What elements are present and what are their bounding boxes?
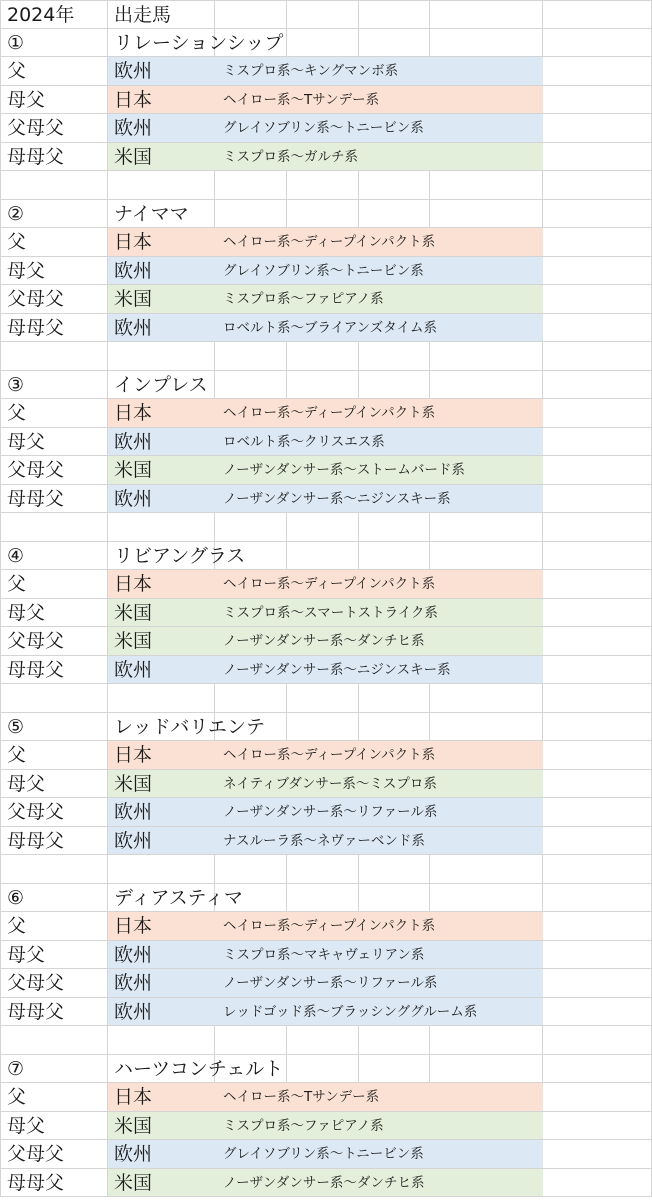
year-label: 2024年 [7,4,75,26]
horse-title-row [0,200,652,229]
cell[interactable] [287,1026,359,1055]
header-row [0,0,652,29]
cell[interactable] [543,998,652,1027]
cell[interactable] [0,86,108,115]
pedigree-row [0,456,652,485]
sire-line: ミスプロ系〜ファピアノ系 [223,1117,384,1134]
pedigree-role: 母母父 [7,1171,65,1194]
pedigree-row [0,143,652,172]
sire-line: ロベルト系〜クリスエス系 [223,433,385,450]
sire-line: ヘイロー系〜ディープインパクト系 [223,576,436,592]
pedigree-row [0,827,652,856]
cell[interactable] [543,884,652,913]
cell[interactable] [543,285,652,314]
cell[interactable] [543,827,652,856]
cell[interactable] [215,200,287,229]
sire-line: ヘイロー系〜ディープインパクト系 [223,918,436,934]
cell[interactable] [359,542,430,571]
cell[interactable] [0,342,108,371]
cell[interactable] [0,912,108,941]
sire-line: ミスプロ系〜ファピアノ系 [223,291,384,307]
cell[interactable] [430,1055,543,1084]
pedigree-role: 父 [7,60,27,82]
sire-line: ミスプロ系〜マキャヴェリアン系 [223,946,425,963]
cell[interactable] [543,1026,652,1055]
cell[interactable] [430,29,543,58]
pedigree-row [0,1083,652,1112]
pedigree-region: 米国 [114,288,153,310]
sire-line: グレイソブリン系〜トニービン系 [223,1146,424,1162]
cell[interactable] [430,342,543,371]
cell[interactable] [215,171,287,200]
blank-row [0,855,652,884]
cell[interactable] [0,570,108,599]
pedigree-region: 米国 [114,601,153,624]
cell[interactable] [359,200,430,229]
cell[interactable] [430,884,543,913]
cell[interactable] [543,1055,652,1084]
pedigree-role: 母母父 [7,316,65,339]
cell[interactable] [0,1169,108,1198]
cell[interactable] [0,228,108,257]
pedigree-row [0,599,652,628]
pedigree-region: 日本 [114,88,153,111]
cell[interactable] [287,542,359,571]
horse-title-row [0,713,652,742]
cell[interactable] [543,684,652,713]
horse-number: ⑤ [7,715,25,738]
pedigree-row [0,770,652,799]
cell[interactable] [215,371,287,400]
cell[interactable] [287,0,359,29]
pedigree-row [0,314,652,343]
cell[interactable] [0,285,108,314]
pedigree-region: 欧州 [114,1143,153,1165]
horse-name: リレーションシップ [114,31,284,54]
pedigree-region: 欧州 [114,801,153,823]
cell[interactable] [543,200,652,229]
horse-number: ② [7,202,25,225]
pedigree-region: 欧州 [114,487,153,510]
pedigree-region: 日本 [114,573,153,595]
pedigree-role: 母父 [7,88,46,111]
pedigree-region: 日本 [114,231,153,253]
cell[interactable] [0,1026,108,1055]
cell[interactable] [359,342,430,371]
cell[interactable] [0,371,108,400]
pedigree-row [0,1112,652,1141]
horse-title-row [0,542,652,571]
pedigree-region: 欧州 [114,943,153,966]
cell[interactable] [543,1112,652,1141]
pedigree-role: 父母父 [7,801,65,823]
cell[interactable] [430,0,543,29]
sire-line: レッドゴッド系〜ブラッシンググルーム系 [223,1003,478,1020]
horse-number: ③ [7,373,25,396]
cell[interactable] [287,200,359,229]
pedigree-row [0,428,652,457]
horse-title-row [0,371,652,400]
cell[interactable] [359,513,430,542]
cell[interactable] [0,741,108,770]
cell[interactable] [0,1083,108,1112]
cell[interactable] [543,0,652,29]
cell[interactable] [359,713,430,742]
cell[interactable] [287,855,359,884]
cell[interactable] [359,684,430,713]
pedigree-role: 母母父 [7,829,65,852]
pedigree-role: 母母父 [7,658,65,681]
cell[interactable] [543,57,652,86]
cell[interactable] [543,713,652,742]
cell[interactable] [0,656,108,685]
cell[interactable] [543,342,652,371]
sire-line: ヘイロー系〜Tサンデー系 [223,91,380,108]
pedigree-region: 米国 [114,1114,153,1137]
sire-line: ノーザンダンサー系〜ニジンスキー系 [223,490,451,507]
pedigree-region: 米国 [114,630,153,652]
cell[interactable] [0,941,108,970]
pedigree-role: 父 [7,1086,27,1108]
pedigree-role: 父 [7,402,27,424]
horse-name: ディアスティマ [114,886,243,909]
cell[interactable] [543,912,652,941]
sire-line: ノーザンダンサー系〜ダンチヒ系 [223,1174,425,1191]
cell[interactable] [359,1026,430,1055]
horse-number: ⑥ [7,886,25,909]
pedigree-row [0,114,652,143]
pedigree-region: 日本 [114,915,153,937]
cell[interactable] [543,114,652,143]
pedigree-row [0,257,652,286]
cell[interactable] [543,513,652,542]
cell[interactable] [108,0,215,29]
horse-number: ④ [7,544,25,567]
cell[interactable] [430,684,543,713]
cell[interactable] [359,0,430,29]
cell[interactable] [108,855,215,884]
cell[interactable] [287,513,359,542]
pedigree-region: 日本 [114,402,153,424]
cell[interactable] [0,57,108,86]
pedigree-row [0,285,652,314]
pedigree-row [0,627,652,656]
cell[interactable] [543,741,652,770]
horse-title-row [0,29,652,58]
pedigree-role: 父 [7,573,27,595]
pedigree-row [0,941,652,970]
cell[interactable] [0,884,108,913]
horse-name: リビアングラス [114,544,246,567]
cell[interactable] [359,171,430,200]
cell[interactable] [108,171,215,200]
pedigree-role: 母父 [7,430,46,453]
cell[interactable] [0,428,108,457]
pedigree-role: 父 [7,915,27,937]
sire-line: ヘイロー系〜ディープインパクト系 [223,234,436,250]
cell[interactable] [543,627,652,656]
pedigree-row [0,1169,652,1198]
pedigree-row [0,656,652,685]
cell[interactable] [543,371,652,400]
cell[interactable] [543,770,652,799]
blank-row [0,513,652,542]
cell[interactable] [0,485,108,514]
pedigree-region: 欧州 [114,316,153,339]
cell[interactable] [543,656,652,685]
cell[interactable] [543,29,652,58]
sire-line: ノーザンダンサー系〜ストームバード系 [223,462,465,478]
pedigree-region: 米国 [114,772,153,795]
cell[interactable] [0,542,108,571]
cell[interactable] [287,29,359,58]
cell[interactable] [0,627,108,656]
pedigree-region: 欧州 [114,658,153,681]
cell[interactable] [0,1140,108,1169]
sire-line: ヘイロー系〜Tサンデー系 [223,1089,380,1105]
cell[interactable] [543,456,652,485]
horse-name: インプレス [114,373,208,396]
cell[interactable] [543,570,652,599]
cell[interactable] [430,200,543,229]
sire-line: ヘイロー系〜ディープインパクト系 [223,405,436,421]
cell[interactable] [0,0,108,29]
pedigree-role: 母父 [7,943,46,966]
pedigree-role: 母父 [7,259,46,282]
sire-line: グレイソブリン系〜トニービン系 [223,120,424,136]
sire-line: ミスプロ系〜ガルチ系 [223,148,358,165]
cell[interactable] [359,371,430,400]
sire-line: ノーザンダンサー系〜リファール系 [223,804,438,820]
cell[interactable] [543,171,652,200]
pedigree-row [0,912,652,941]
cell[interactable] [0,257,108,286]
pedigree-role: 母父 [7,601,46,624]
cell[interactable] [287,684,359,713]
cell[interactable] [287,171,359,200]
cell[interactable] [543,1169,652,1198]
cell[interactable] [0,827,108,856]
cell[interactable] [0,456,108,485]
cell[interactable] [543,941,652,970]
pedigree-role: 母母父 [7,145,65,168]
cell[interactable] [359,1055,430,1084]
cell[interactable] [430,371,543,400]
blank-row [0,171,652,200]
blank-row [0,684,652,713]
cell[interactable] [108,684,215,713]
cell[interactable] [543,428,652,457]
pedigree-role: 父母父 [7,1143,65,1165]
cell[interactable] [359,29,430,58]
pedigree-row [0,57,652,86]
cell[interactable] [359,855,430,884]
pedigree-row [0,228,652,257]
pedigree-role: 父 [7,744,27,766]
cell[interactable] [0,399,108,428]
cell[interactable] [543,143,652,172]
pedigree-row [0,741,652,770]
cell[interactable] [0,143,108,172]
pedigree-row [0,998,652,1027]
cell[interactable] [215,513,287,542]
pedigree-role: 父母父 [7,288,65,310]
cell[interactable] [430,542,543,571]
cell[interactable] [543,485,652,514]
cell[interactable] [430,513,543,542]
sire-line: ヘイロー系〜ディープインパクト系 [223,747,436,763]
horse-name: ハーツコンチェルト [114,1057,284,1080]
blank-row [0,342,652,371]
cell[interactable] [287,342,359,371]
pedigree-row [0,485,652,514]
cell[interactable] [215,1026,287,1055]
cell[interactable] [0,29,108,58]
sire-line: ナスルーラ系〜ネヴァーベンド系 [223,832,425,849]
cell[interactable] [0,599,108,628]
cell[interactable] [108,342,215,371]
cell[interactable] [108,1026,215,1055]
cell[interactable] [359,884,430,913]
cell[interactable] [543,798,652,827]
pedigree-region: 欧州 [114,259,153,282]
horse-title-row [0,1055,652,1084]
horse-title-row [0,884,652,913]
cell[interactable] [0,684,108,713]
sire-line: ノーザンダンサー系〜ダンチヒ系 [223,633,425,649]
sire-line: ノーザンダンサー系〜リファール系 [223,975,438,991]
cell[interactable] [215,855,287,884]
cell[interactable] [543,399,652,428]
pedigree-row [0,570,652,599]
pedigree-row [0,86,652,115]
pedigree-role: 父母父 [7,630,65,652]
pedigree-role: 父母父 [7,459,65,481]
horse-name: ナイママ [114,202,189,225]
pedigree-region: 欧州 [114,60,153,82]
sire-line: ミスプロ系〜スマートストライク系 [223,604,438,621]
sire-line: ミスプロ系〜キングマンボ系 [223,63,399,79]
cell[interactable] [0,1112,108,1141]
cell[interactable] [430,1026,543,1055]
cell[interactable] [0,855,108,884]
horse-name: レッドバリエンテ [114,715,266,738]
pedigree-row [0,798,652,827]
cell[interactable] [0,314,108,343]
pedigree-region: 欧州 [114,829,153,852]
pedigree-region: 米国 [114,1171,153,1194]
cell[interactable] [543,1140,652,1169]
cell[interactable] [0,200,108,229]
cell[interactable] [543,599,652,628]
horse-number: ⑦ [7,1057,25,1080]
cell[interactable] [543,1083,652,1112]
cell[interactable] [430,713,543,742]
pedigree-region: 日本 [114,1086,153,1108]
horse-number: ① [7,31,25,54]
cell[interactable] [0,969,108,998]
cell[interactable] [108,513,215,542]
cell[interactable] [0,770,108,799]
pedigree-region: 欧州 [114,1000,153,1023]
cell[interactable] [287,371,359,400]
cell[interactable] [0,713,108,742]
pedigree-region: 欧州 [114,972,153,994]
cell[interactable] [0,998,108,1027]
cell[interactable] [543,86,652,115]
pedigree-region: 欧州 [114,430,153,453]
pedigree-row [0,1140,652,1169]
sire-line: ロベルト系〜ブライアンズタイム系 [223,319,437,336]
cell[interactable] [215,0,287,29]
pedigree-region: 米国 [114,459,153,481]
cell[interactable] [0,1055,108,1084]
cell[interactable] [287,884,359,913]
pedigree-row [0,399,652,428]
pedigree-role: 母父 [7,772,46,795]
pedigree-role: 母母父 [7,1000,65,1023]
pedigree-region: 米国 [114,145,153,168]
pedigree-role: 父母父 [7,117,65,139]
cell[interactable] [215,684,287,713]
pedigree-region: 日本 [114,744,153,766]
pedigree-role: 母父 [7,1114,46,1137]
cell[interactable] [543,542,652,571]
cell[interactable] [543,855,652,884]
blank-row [0,1026,652,1055]
cell[interactable] [0,114,108,143]
pedigree-row [0,969,652,998]
cell[interactable] [543,257,652,286]
cell[interactable] [287,713,359,742]
cell[interactable] [543,228,652,257]
column-label: 出走馬 [114,4,172,26]
cell[interactable] [0,798,108,827]
cell[interactable] [430,855,543,884]
cell[interactable] [215,342,287,371]
pedigree-role: 母母父 [7,487,65,510]
sire-line: グレイソブリン系〜トニービン系 [223,262,424,279]
pedigree-role: 父母父 [7,972,65,994]
cell[interactable] [0,171,108,200]
cell[interactable] [543,314,652,343]
pedigree-role: 父 [7,231,27,253]
cell[interactable] [0,513,108,542]
cell[interactable] [543,969,652,998]
cell[interactable] [287,1055,359,1084]
sire-line: ネイティブダンサー系〜ミスプロ系 [223,775,437,792]
cell[interactable] [430,171,543,200]
sire-line: ノーザンダンサー系〜ニジンスキー系 [223,661,451,678]
pedigree-region: 欧州 [114,117,153,139]
